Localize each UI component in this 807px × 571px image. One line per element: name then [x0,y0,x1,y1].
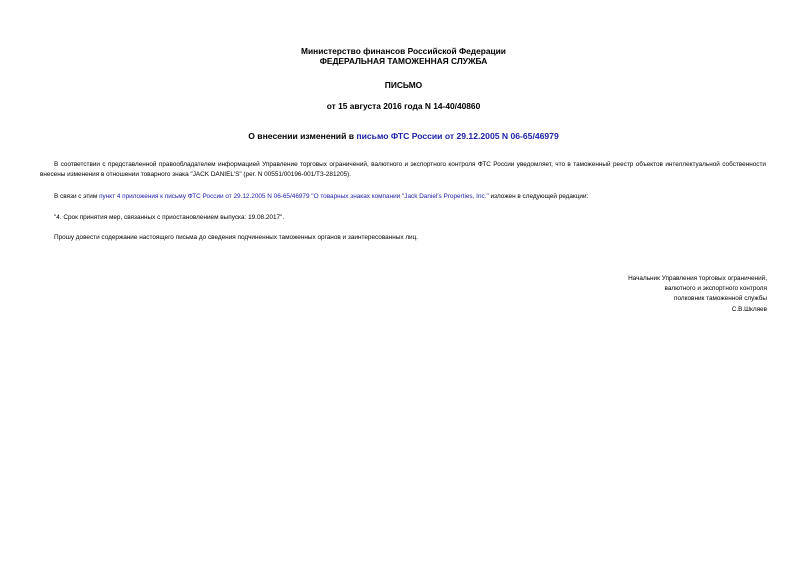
signature-name: С.В.Шкляев [731,305,767,313]
subject-prefix: О внесении изменений в [248,131,357,141]
amendment-clause-link[interactable]: пункт 4 приложения к письму ФТС России от 29.12.2005 N 06-65/46979 "О товарных знаках компании "Jack Daniel's Properties, Inc." [99,193,489,200]
document-subject [0,131,807,141]
document-date-number: от 15 августа 2016 года N 14-40/40860 [326,101,481,111]
paragraph-notification: В соответствии с представленной правообладателем информацией Управление торговых ограничений, валютного и экспортного контроля ФТС России уведомляет, что в таможенный реестр объектов интеллектуальной собственности внесены изменения в отношении товарного знака "JACK DANIEL'S" (рег. N 00551/00196-001/ТЗ-281205). [40,161,766,178]
subject-letter-link[interactable]: письмо ФТС России от 29.12.2005 N 06-65/46979 [356,131,559,141]
signature-rank: полковник таможенной службы [674,295,767,303]
amendment-prefix: В связи с этим [54,193,100,200]
paragraph-new-wording: "4. Срок принятия мер, связанных с приостановлением выпуска: 19.08.2017". [54,214,285,221]
service-title: ФЕДЕРАЛЬНАЯ ТАМОЖЕННАЯ СЛУЖБА [319,56,488,66]
ministry-title: Министерство финансов Российской Федерации [301,46,506,56]
paragraph-amendment [40,192,766,202]
signature-block [628,274,767,315]
amendment-suffix: изложен в следующей редакции: [488,193,589,200]
document-type: ПИСЬМО [384,80,423,90]
paragraph-request: Прошу довести содержание настоящего письма до сведения подчиненных таможенных органов и заинтересованных лиц. [54,234,419,241]
signature-position-line2: валютного и экспортного контроля [664,285,767,293]
signature-position-line1: Начальник Управления торговых ограничений, [628,275,767,282]
